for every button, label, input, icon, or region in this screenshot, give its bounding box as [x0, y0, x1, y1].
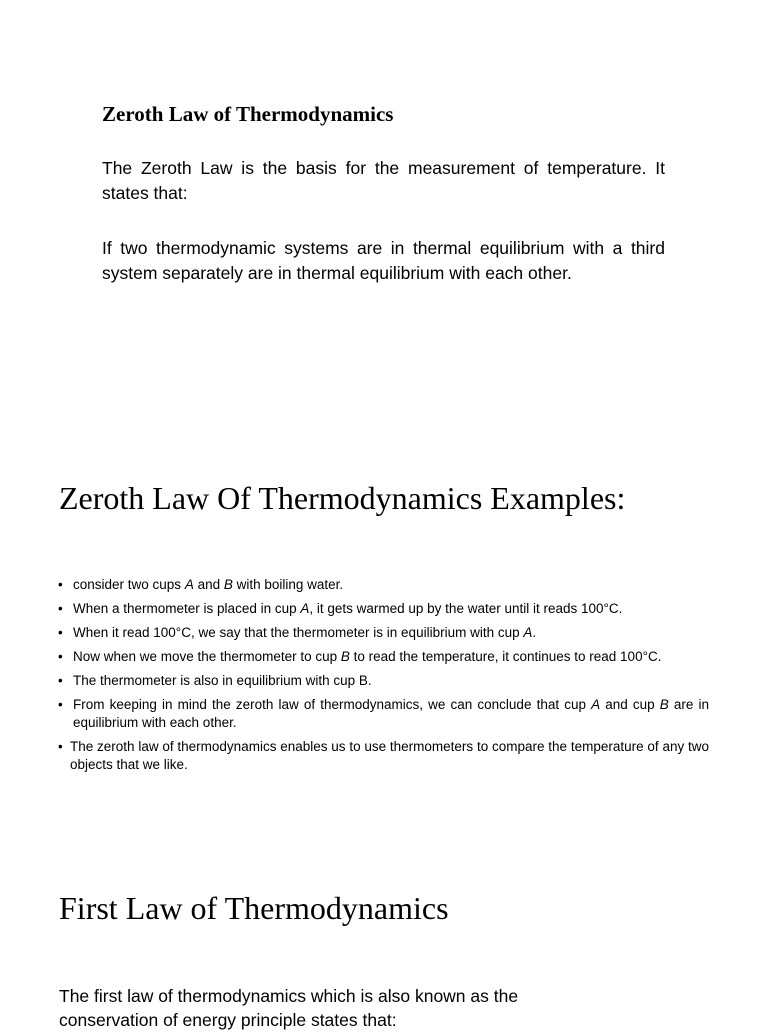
- example-bullet-item: [58, 648, 709, 666]
- bullet-dot-icon: •: [58, 739, 63, 754]
- bullet-text: and cup: [600, 697, 660, 712]
- cup-label-italic: B: [340, 649, 350, 664]
- cup-label-italic: A: [300, 601, 310, 616]
- bullet-text: and: [193, 577, 224, 592]
- bullet-dot-icon: •: [58, 625, 63, 640]
- zeroth-law-statement-paragraph: If two thermodynamic systems are in thermal equilibrium with a third system separately are in thermal equilibrium with each other.: [102, 238, 665, 283]
- bullet-text: , it gets warmed up by the water until it reads 100°C.: [309, 601, 623, 616]
- cup-label-italic: A: [184, 577, 194, 592]
- bullet-text: consider two cups: [73, 577, 185, 592]
- cup-label-italic: B: [223, 577, 233, 592]
- cup-label-italic: B: [659, 697, 669, 712]
- zeroth-law-intro-paragraph: The Zeroth Law is the basis for the measurement of temperature. It states that:: [102, 158, 665, 203]
- first-law-heading: First Law of Thermodynamics: [59, 890, 449, 926]
- example-bullet-item: [58, 600, 709, 618]
- examples-bullet-list: [58, 576, 709, 780]
- example-bullet-item: [58, 624, 709, 642]
- example-bullet-item: [58, 576, 709, 594]
- bullet-text: When it read 100°C, we say that the thermometer is in equilibrium with cup: [73, 625, 524, 640]
- bullet-text: From keeping in mind the zeroth law of thermodynamics, we can conclude that cup: [73, 697, 592, 712]
- zeroth-law-title: Zeroth Law of Thermodynamics: [102, 102, 394, 126]
- bullet-text: with boiling water.: [232, 577, 344, 592]
- bullet-dot-icon: •: [58, 649, 63, 664]
- bullet-text: When a thermometer is placed in cup: [73, 601, 301, 616]
- example-bullet-item: [58, 672, 709, 690]
- example-bullet-item: [58, 738, 709, 774]
- bullet-text: The zeroth law of thermodynamics enables us to use thermometers to compare the temperature of any two objects that we like.: [70, 739, 709, 772]
- bullet-dot-icon: •: [58, 697, 63, 712]
- bullet-text: to read the temperature, it continues to read 100°C.: [349, 649, 662, 664]
- example-bullet-item: [58, 696, 709, 732]
- bullet-dot-icon: •: [58, 673, 63, 688]
- cup-label-italic: A: [591, 697, 601, 712]
- bullet-text: .: [532, 625, 537, 640]
- cup-label-italic: A: [523, 625, 533, 640]
- bullet-dot-icon: •: [58, 577, 63, 592]
- bullet-text: The thermometer is also in equilibrium with cup B.: [73, 673, 372, 688]
- first-law-paragraph: The first law of thermodynamics which is also known as the conservation of energy principle states that:: [59, 986, 519, 1030]
- examples-heading: Zeroth Law Of Thermodynamics Examples:: [59, 480, 626, 516]
- bullet-text: Now when we move the thermometer to cup: [73, 649, 341, 664]
- bullet-text: are in equilibrium with each other.: [73, 697, 709, 730]
- bullet-dot-icon: •: [58, 601, 63, 616]
